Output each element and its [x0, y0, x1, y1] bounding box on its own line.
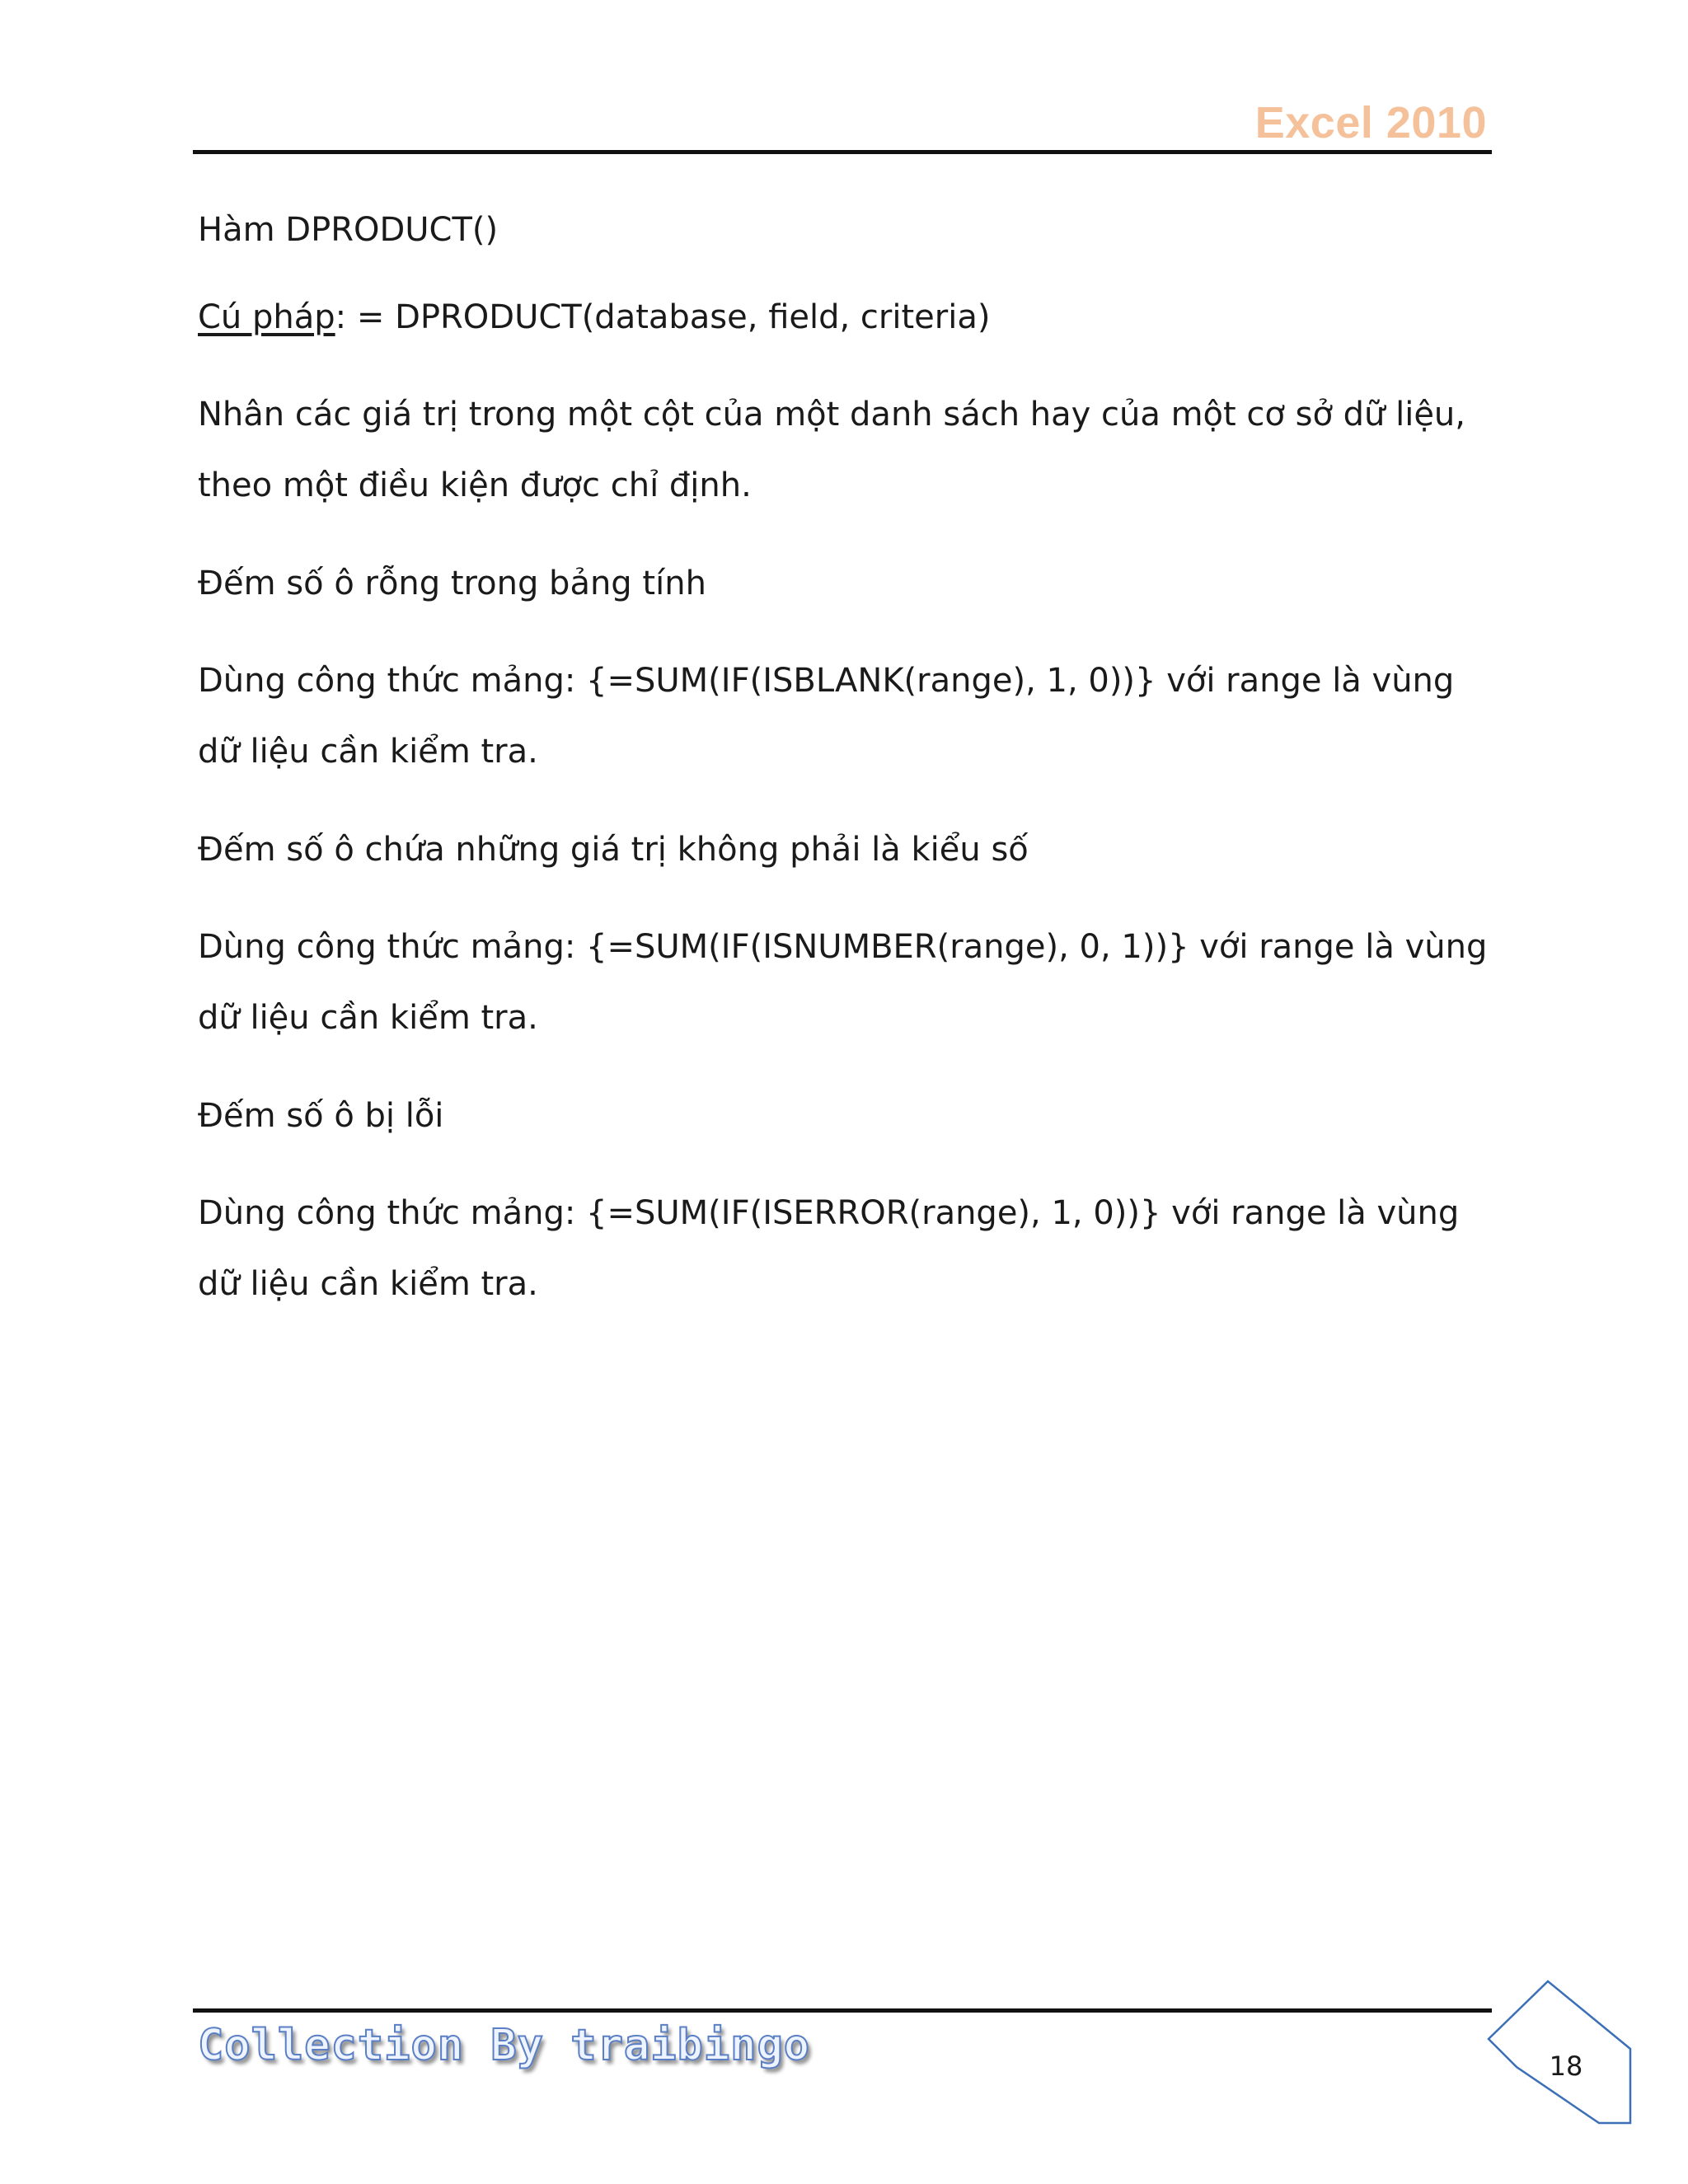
heading-count-nonnumeric: Đếm số ô chứa những giá trị không phải là kiểu số	[198, 831, 1029, 869]
page-content	[198, 204, 1492, 1357]
heading-dproduct: Hàm DPRODUCT()	[198, 211, 499, 249]
footer-brand: Collection By traibingo	[198, 2021, 811, 2070]
heading-count-blank: Đếm số ô rỗng trong bảng tính	[198, 565, 706, 602]
dproduct-description: Nhân các giá trị trong một cột của một danh sách hay của một cơ sở dữ liệu, theo một điều kiện được chỉ định.	[198, 396, 1465, 504]
syntax-text: : = DPRODUCT(database, field, criteria)	[335, 298, 991, 336]
syntax-line	[198, 292, 1492, 343]
count-nonnumeric-formula: Dùng công thức mảng: {=SUM(IF(ISNUMBER(range), 0, 1))} với range là vùng dữ liệu cần kiểm tra.	[198, 928, 1488, 1037]
footer-divider	[193, 2008, 1492, 2013]
heading-count-errors: Đếm số ô bị lỗi	[198, 1097, 444, 1135]
page-number: 18	[1549, 2050, 1583, 2082]
count-errors-formula: Dùng công thức mảng: {=SUM(IF(ISERROR(range), 1, 0))} với range là vùng dữ liệu cần kiểm tra.	[198, 1194, 1460, 1303]
syntax-label: Cú pháp	[198, 298, 335, 336]
header-divider	[193, 150, 1492, 154]
header-title: Excel 2010	[1254, 98, 1487, 148]
count-blank-formula: Dùng công thức mảng: {=SUM(IF(ISBLANK(range), 1, 0))} với range là vùng dữ liệu cần kiểm tra.	[198, 662, 1455, 771]
